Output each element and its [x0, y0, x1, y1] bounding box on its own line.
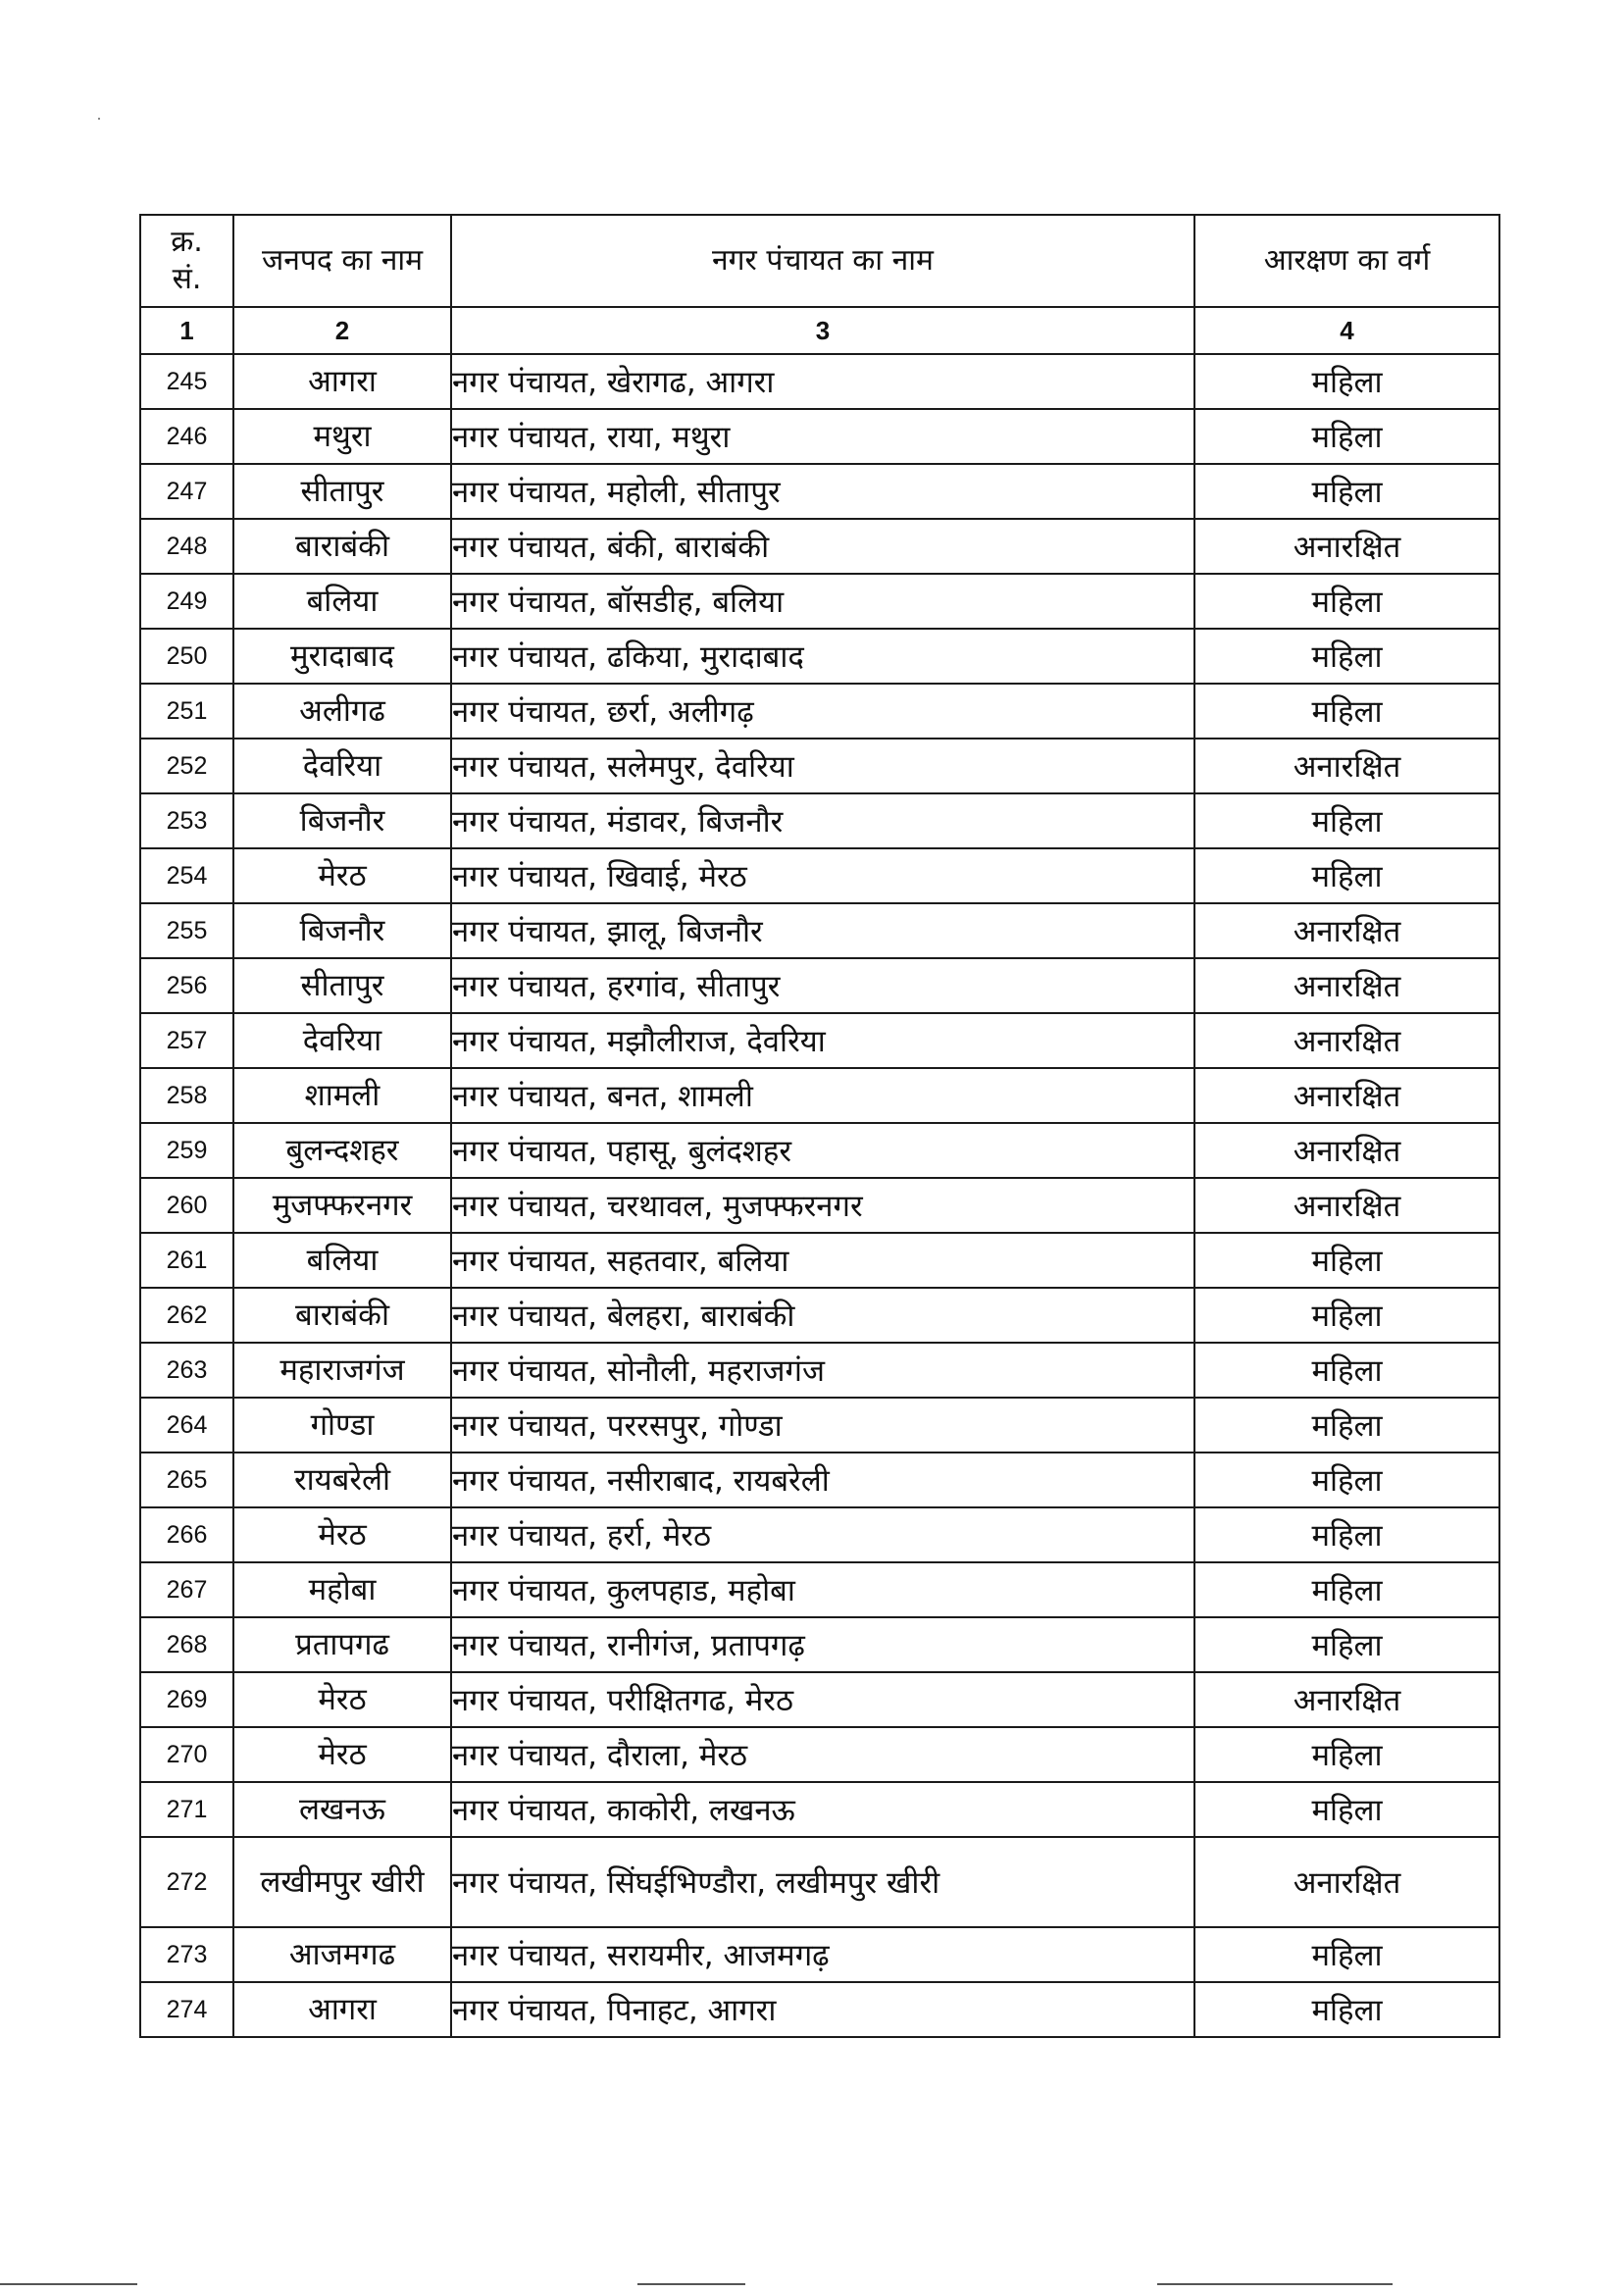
district-cell: मुजफ्फरनगर — [233, 1178, 451, 1233]
table-row — [140, 1288, 1499, 1343]
nagar-panchayat-cell: नगर पंचायत, बॉसडीह, बलिया — [451, 574, 1194, 629]
nagar-panchayat-cell: नगर पंचायत, राया, मथुरा — [451, 409, 1194, 464]
nagar-panchayat-cell: नगर पंचायत, नसीराबाद, रायबरेली — [451, 1453, 1194, 1507]
reservation-table — [139, 214, 1500, 2038]
category-cell: महिला — [1194, 1453, 1499, 1507]
district-cell: रायबरेली — [233, 1453, 451, 1507]
table-row — [140, 1233, 1499, 1288]
category-cell: अनारक्षित — [1194, 1013, 1499, 1068]
serial-number-cell: 259 — [140, 1123, 233, 1178]
district-cell: सीतापुर — [233, 464, 451, 519]
nagar-panchayat-cell: नगर पंचायत, खिवाई, मेरठ — [451, 848, 1194, 903]
nagar-panchayat-cell: नगर पंचायत, सिंघईभिण्डौरा, लखीमपुर खीरी — [451, 1837, 1194, 1927]
nagar-panchayat-cell: नगर पंचायत, खेरागढ, आगरा — [451, 354, 1194, 409]
category-cell: महिला — [1194, 629, 1499, 684]
table-row — [140, 1982, 1499, 2037]
serial-number-cell: 265 — [140, 1453, 233, 1507]
table-row — [140, 1727, 1499, 1782]
header-nagar-panchayat: नगर पंचायत का नाम — [451, 215, 1194, 307]
table-row — [140, 684, 1499, 739]
category-cell: महिला — [1194, 684, 1499, 739]
category-cell: अनारक्षित — [1194, 519, 1499, 574]
district-cell: बिजनौर — [233, 903, 451, 958]
nagar-panchayat-cell: नगर पंचायत, बनत, शामली — [451, 1068, 1194, 1123]
table-row — [140, 848, 1499, 903]
table-row — [140, 1837, 1499, 1927]
category-cell: अनारक्षित — [1194, 903, 1499, 958]
table-row — [140, 1782, 1499, 1837]
district-cell: बाराबंकी — [233, 519, 451, 574]
serial-number-cell: 260 — [140, 1178, 233, 1233]
serial-number-cell: 273 — [140, 1927, 233, 1982]
nagar-panchayat-cell: नगर पंचायत, हर्रा, मेरठ — [451, 1507, 1194, 1562]
district-cell: प्रतापगढ — [233, 1617, 451, 1672]
serial-number-cell: 264 — [140, 1398, 233, 1453]
serial-number-cell: 254 — [140, 848, 233, 903]
table-row — [140, 1013, 1499, 1068]
district-cell: महोबा — [233, 1562, 451, 1617]
table-row — [140, 958, 1499, 1013]
table-row — [140, 1672, 1499, 1727]
serial-number-cell: 269 — [140, 1672, 233, 1727]
header-serial-number — [140, 215, 233, 307]
footer-rule — [637, 2283, 745, 2285]
serial-number-cell: 261 — [140, 1233, 233, 1288]
district-cell: मेरठ — [233, 848, 451, 903]
category-cell: महिला — [1194, 1927, 1499, 1982]
category-cell: अनारक्षित — [1194, 739, 1499, 793]
district-cell: आगरा — [233, 1982, 451, 2037]
serial-number-cell: 246 — [140, 409, 233, 464]
table-row — [140, 1123, 1499, 1178]
district-cell: बलिया — [233, 1233, 451, 1288]
nagar-panchayat-cell: नगर पंचायत, बंकी, बाराबंकी — [451, 519, 1194, 574]
category-cell: अनारक्षित — [1194, 1178, 1499, 1233]
nagar-panchayat-cell: नगर पंचायत, कुलपहाड, महोबा — [451, 1562, 1194, 1617]
category-cell: महिला — [1194, 354, 1499, 409]
column-number: 2 — [233, 307, 451, 354]
category-cell: महिला — [1194, 1398, 1499, 1453]
category-cell: महिला — [1194, 409, 1499, 464]
nagar-panchayat-cell: नगर पंचायत, झालू, बिजनौर — [451, 903, 1194, 958]
nagar-panchayat-cell: नगर पंचायत, दौराला, मेरठ — [451, 1727, 1194, 1782]
district-cell: बलिया — [233, 574, 451, 629]
district-cell: लखनऊ — [233, 1782, 451, 1837]
serial-number-cell: 268 — [140, 1617, 233, 1672]
nagar-panchayat-cell: नगर पंचायत, बेलहरा, बाराबंकी — [451, 1288, 1194, 1343]
header-serial-line1: क्र. — [171, 225, 203, 259]
serial-number-cell: 247 — [140, 464, 233, 519]
serial-number-cell: 257 — [140, 1013, 233, 1068]
district-cell: बुलन्दशहर — [233, 1123, 451, 1178]
district-cell: मथुरा — [233, 409, 451, 464]
serial-number-cell: 274 — [140, 1982, 233, 2037]
district-cell: मेरठ — [233, 1727, 451, 1782]
serial-number-cell: 251 — [140, 684, 233, 739]
serial-number-cell: 267 — [140, 1562, 233, 1617]
district-cell: मेरठ — [233, 1507, 451, 1562]
footer-rule — [1157, 2283, 1393, 2285]
serial-number-cell: 258 — [140, 1068, 233, 1123]
serial-number-cell: 272 — [140, 1837, 233, 1927]
table-row — [140, 1398, 1499, 1453]
table-row — [140, 1617, 1499, 1672]
district-cell: बाराबंकी — [233, 1288, 451, 1343]
nagar-panchayat-cell: नगर पंचायत, सहतवार, बलिया — [451, 1233, 1194, 1288]
serial-number-cell: 270 — [140, 1727, 233, 1782]
category-cell: महिला — [1194, 1233, 1499, 1288]
nagar-panchayat-cell: नगर पंचायत, मझौलीराज, देवरिया — [451, 1013, 1194, 1068]
nagar-panchayat-cell: नगर पंचायत, चरथावल, मुजफ्फरनगर — [451, 1178, 1194, 1233]
district-cell: आजमगढ — [233, 1927, 451, 1982]
nagar-panchayat-cell: नगर पंचायत, काकोरी, लखनऊ — [451, 1782, 1194, 1837]
category-cell: अनारक्षित — [1194, 958, 1499, 1013]
table-row — [140, 354, 1499, 409]
category-cell: महिला — [1194, 1343, 1499, 1398]
district-cell: लखीमपुर खीरी — [233, 1837, 451, 1927]
table-row — [140, 1507, 1499, 1562]
serial-number-cell: 266 — [140, 1507, 233, 1562]
category-cell: महिला — [1194, 1982, 1499, 2037]
district-cell: सीतापुर — [233, 958, 451, 1013]
nagar-panchayat-cell: नगर पंचायत, मंडावर, बिजनौर — [451, 793, 1194, 848]
district-cell: बिजनौर — [233, 793, 451, 848]
district-cell: अलीगढ — [233, 684, 451, 739]
column-number-row — [140, 307, 1499, 354]
table-row — [140, 574, 1499, 629]
serial-number-cell: 256 — [140, 958, 233, 1013]
district-cell: मुरादाबाद — [233, 629, 451, 684]
table-row — [140, 519, 1499, 574]
district-cell: मेरठ — [233, 1672, 451, 1727]
nagar-panchayat-cell: नगर पंचायत, पररसपुर, गोण्डा — [451, 1398, 1194, 1453]
district-cell: शामली — [233, 1068, 451, 1123]
nagar-panchayat-cell: नगर पंचायत, सरायमीर, आजमगढ़ — [451, 1927, 1194, 1982]
category-cell: अनारक्षित — [1194, 1068, 1499, 1123]
table-row — [140, 409, 1499, 464]
category-cell: अनारक्षित — [1194, 1123, 1499, 1178]
serial-number-cell: 245 — [140, 354, 233, 409]
serial-number-cell: 255 — [140, 903, 233, 958]
district-cell: महाराजगंज — [233, 1343, 451, 1398]
district-cell: देवरिया — [233, 1013, 451, 1068]
category-cell: अनारक्षित — [1194, 1837, 1499, 1927]
header-district: जनपद का नाम — [233, 215, 451, 307]
header-serial-line2: सं. — [172, 262, 202, 296]
serial-number-cell: 262 — [140, 1288, 233, 1343]
nagar-panchayat-cell: नगर पंचायत, छर्रा, अलीगढ़ — [451, 684, 1194, 739]
nagar-panchayat-cell: नगर पंचायत, महोली, सीतापुर — [451, 464, 1194, 519]
column-number: 1 — [140, 307, 233, 354]
scan-speck — [98, 118, 100, 120]
table-body — [140, 354, 1499, 2037]
category-cell: महिला — [1194, 1617, 1499, 1672]
table-row — [140, 629, 1499, 684]
table-row — [140, 903, 1499, 958]
footer-rule — [0, 2283, 137, 2285]
category-cell: महिला — [1194, 1562, 1499, 1617]
header-category: आरक्षण का वर्ग — [1194, 215, 1499, 307]
nagar-panchayat-cell: नगर पंचायत, रानीगंज, प्रतापगढ़ — [451, 1617, 1194, 1672]
nagar-panchayat-cell: नगर पंचायत, पहासू, बुलंदशहर — [451, 1123, 1194, 1178]
column-number: 4 — [1194, 307, 1499, 354]
category-cell: महिला — [1194, 574, 1499, 629]
category-cell: महिला — [1194, 1507, 1499, 1562]
category-cell: महिला — [1194, 1782, 1499, 1837]
table-row — [140, 1178, 1499, 1233]
category-cell: महिला — [1194, 1727, 1499, 1782]
serial-number-cell: 249 — [140, 574, 233, 629]
category-cell: महिला — [1194, 1288, 1499, 1343]
serial-number-cell: 248 — [140, 519, 233, 574]
table-row — [140, 1927, 1499, 1982]
nagar-panchayat-cell: नगर पंचायत, सोनौली, महराजगंज — [451, 1343, 1194, 1398]
serial-number-cell: 271 — [140, 1782, 233, 1837]
serial-number-cell: 252 — [140, 739, 233, 793]
table-row — [140, 793, 1499, 848]
nagar-panchayat-cell: नगर पंचायत, ढकिया, मुरादाबाद — [451, 629, 1194, 684]
district-cell: देवरिया — [233, 739, 451, 793]
table-row — [140, 1453, 1499, 1507]
nagar-panchayat-cell: नगर पंचायत, परीक्षितगढ, मेरठ — [451, 1672, 1194, 1727]
table-row — [140, 1068, 1499, 1123]
table-row — [140, 1562, 1499, 1617]
nagar-panchayat-cell: नगर पंचायत, पिनाहट, आगरा — [451, 1982, 1194, 2037]
category-cell: महिला — [1194, 848, 1499, 903]
category-cell: अनारक्षित — [1194, 1672, 1499, 1727]
serial-number-cell: 250 — [140, 629, 233, 684]
nagar-panchayat-cell: नगर पंचायत, सलेमपुर, देवरिया — [451, 739, 1194, 793]
table-row — [140, 1343, 1499, 1398]
district-cell: आगरा — [233, 354, 451, 409]
column-number: 3 — [451, 307, 1194, 354]
category-cell: महिला — [1194, 793, 1499, 848]
category-cell: महिला — [1194, 464, 1499, 519]
nagar-panchayat-cell: नगर पंचायत, हरगांव, सीतापुर — [451, 958, 1194, 1013]
table-header-row — [140, 215, 1499, 307]
district-cell: गोण्डा — [233, 1398, 451, 1453]
table-row — [140, 739, 1499, 793]
serial-number-cell: 263 — [140, 1343, 233, 1398]
serial-number-cell: 253 — [140, 793, 233, 848]
table-row — [140, 464, 1499, 519]
